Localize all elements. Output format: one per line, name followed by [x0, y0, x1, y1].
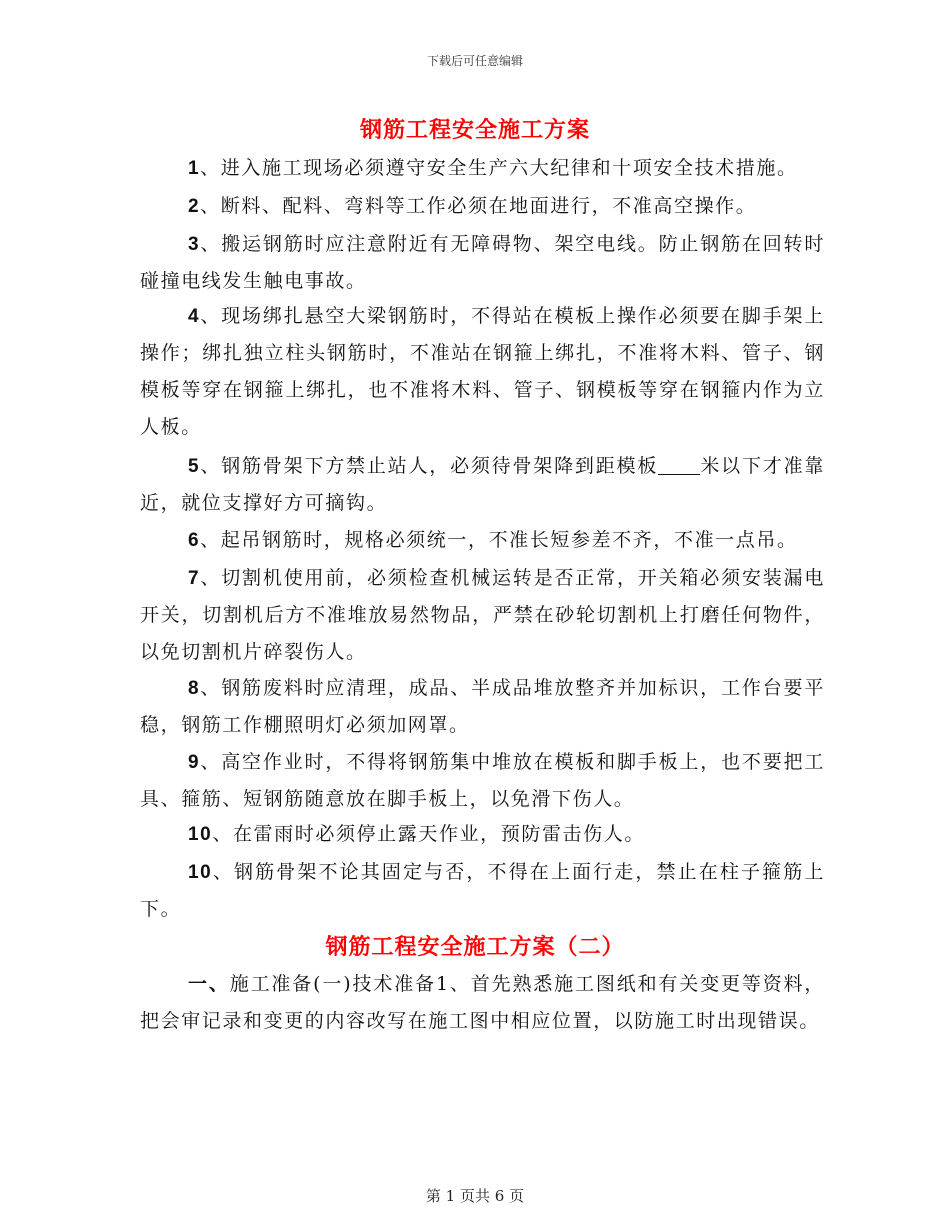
item-text-continued: 米以下才准靠近，就位支撑好方可摘钩。 [140, 455, 826, 514]
item-text: 、在雷雨时必须停止露天作业，预防雷击伤人。 [212, 823, 645, 845]
item-text: 、钢筋骨架不论其固定与否，不得在上面行走，禁止在柱子箍筋上下。 [140, 861, 825, 920]
page-footer: 第 1 页共 6 页 [425, 1187, 525, 1205]
list-item [140, 670, 825, 744]
item-text: 、高空作业时，不得将钢筋集中堆放在模板和脚手板上，也不要把工具、箍筋、短钢筋随意放在脚手板上，以免滑下伤人。 [140, 751, 825, 810]
section-lead: 一、 [188, 974, 230, 995]
list-item [140, 226, 825, 300]
item-number: 8 [188, 678, 201, 699]
item-text: 、进入施工现场必须遵守安全生产六大纪律和十项安全技术措施。 [200, 157, 798, 179]
fill-in-blank [658, 456, 700, 475]
list-item [140, 744, 825, 818]
section-text: 施工准备(一)技术准备1、首先熟悉施工图纸和有关变更等资料，把会审记录和变更的内容改写在施工图中相应位置，以防施工时出现错误。 [140, 973, 826, 1032]
item-number: 7 [188, 568, 201, 589]
list-item [140, 854, 825, 928]
page-header: 下载后可任意编辑 [426, 54, 523, 68]
item-text: 、钢筋废料时应清理，成品、半成品堆放整齐并加标识，工作台要平稳，钢筋工作棚照明灯必须加网罩。 [140, 677, 825, 736]
list-item [140, 188, 825, 225]
item-number: 1 [188, 158, 201, 179]
list-item [140, 560, 825, 671]
section-paragraph [140, 966, 825, 1040]
item-text: 、现场绑扎悬空大梁钢筋时，不得站在模板上操作必须要在脚手架上操作；绑扎独立柱头钢筋时，不准站在钢箍上绑扎，不准将木料、管子、钢模板等穿在钢箍上绑扎，也不准将木料、管子、钢模板等穿在钢箍内作为立人板。 [140, 305, 825, 438]
item-text: 、断料、配料、弯料等工作必须在地面进行，不准高空操作。 [200, 195, 757, 217]
list-item [140, 522, 825, 559]
item-number: 5 [188, 456, 201, 477]
item-number: 10 [188, 862, 213, 883]
item-number: 6 [188, 530, 201, 551]
item-number: 10 [188, 824, 213, 845]
item-number: 4 [188, 306, 201, 327]
item-number: 9 [188, 752, 201, 773]
item-text: 、起吊钢筋时，规格必须统一，不准长短参差不齐，不准一点吊。 [200, 529, 798, 551]
list-item [140, 150, 825, 187]
item-number: 2 [188, 196, 201, 217]
list-item [140, 448, 825, 522]
item-text: 、搬运钢筋时应注意附近有无障碍物、架空电线。防止钢筋在回转时碰撞电线发生触电事故。 [140, 233, 825, 292]
list-item [140, 816, 825, 853]
item-number: 3 [188, 234, 201, 255]
document-title: 钢筋工程安全施工方案 [359, 117, 590, 143]
item-text: 、切割机使用前，必须检查机械运转是否正常，开关箱必须安装漏电开关，切割机后方不准堆放易然物品，严禁在砂轮切割机上打磨任何物件，以免切割机片碎裂伤人。 [140, 567, 825, 663]
item-text: 、钢筋骨架下方禁止站人，必须待骨架降到距模板 [200, 455, 659, 477]
section-title: 钢筋工程安全施工方案（二） [325, 934, 625, 960]
list-item [140, 298, 825, 446]
